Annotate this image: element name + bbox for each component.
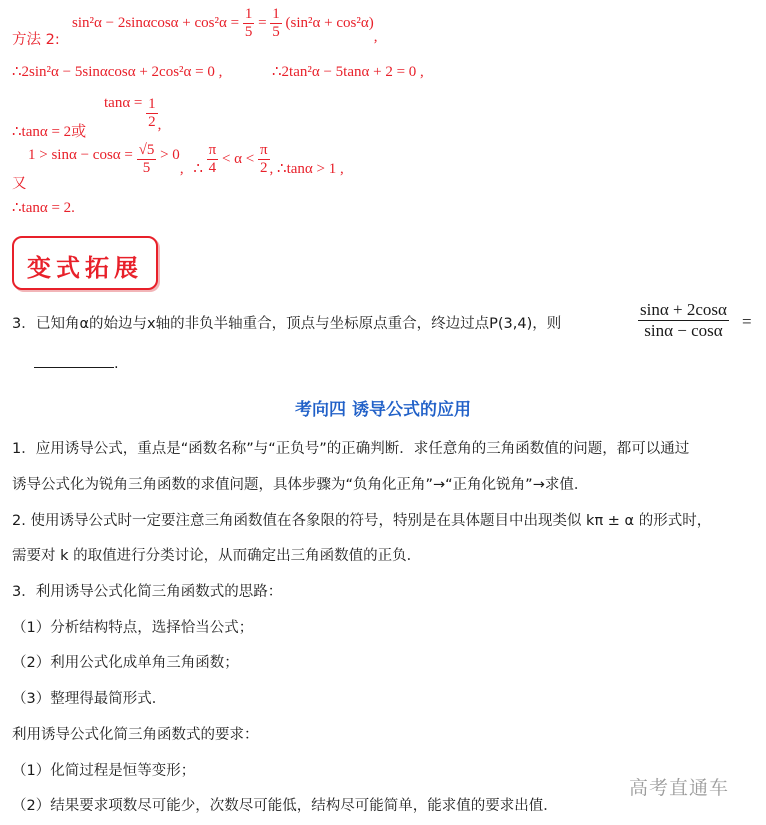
p3-heading: 3．利用诱导公式化简三角函数式的思路： <box>12 584 283 600</box>
p4-item-2: （2）结果要求项数尽可能少，次数尽可能低，结构尽可能简单，能求值的要求出值． <box>12 798 558 814</box>
eq1-end: , <box>373 28 378 45</box>
line4-mid: < α < <box>221 150 255 167</box>
fraction-denominator: sinα − cosα <box>638 320 729 341</box>
p4-item-1: （1）化简过程是恒等变形； <box>12 763 196 779</box>
line4-expr: 1 > sinα − cosα = <box>28 146 133 163</box>
watermark: 高考直通车 <box>629 777 730 799</box>
section-title: 考向四 诱导公式的应用 <box>295 400 471 420</box>
equation-line-4 <box>28 142 344 177</box>
eq1-equals: = <box>258 14 267 31</box>
line4-you: 又 <box>12 176 27 192</box>
answer-blank <box>34 353 119 372</box>
equation-line-5: ∴tanα = 2. <box>12 200 75 216</box>
line3-fraction: $\frac{1}{2}$ <box>148 96 156 130</box>
equation-line-2a: ∴2sin²α − 5sinαcosα + 2cos²α = 0 , <box>12 64 223 80</box>
badge-label: 变式拓展 <box>27 253 143 282</box>
blank-end: . <box>114 356 119 372</box>
line4-comma: , <box>179 160 184 177</box>
line4-tail: , ∴tanα > 1 , <box>269 160 344 177</box>
equation-line-2b: ∴2tan²α − 5tanα + 2 = 0 , <box>272 64 424 80</box>
p1-line2: 诱导公式化为锐角三角函数的求值问题，具体步骤为“负角化正角”→“正角化锐角”→求值． <box>12 477 589 493</box>
fraction-numerator: sinα + 2cosα <box>640 300 727 319</box>
eq1-lhs: sin²α − 2sinαcosα + cos²α = <box>72 14 240 31</box>
p1-line1: 1．应用诱导公式，重点是“函数名称”与“正负号”的正确判断．求任意角的三角函数值的问题，都可以通过 <box>12 441 690 457</box>
exercise-fraction <box>638 300 729 341</box>
eq1-fraction: $\frac{1}{5}$ <box>244 6 253 40</box>
blank-line <box>34 353 114 368</box>
line4-therefore: ∴ <box>193 160 203 177</box>
exercise-text: 已知角α的始边与x轴的非负半轴重合，顶点与坐标原点重合，终边过点P(3,4)，则 <box>36 316 562 332</box>
line4-pi-fraction-1: $\frac{\pi}{4}$ <box>208 142 217 176</box>
method-label: 方法 2: <box>12 32 60 48</box>
p3-item-3: （3）整理得最简形式． <box>12 691 167 707</box>
line4-fraction: $\frac{√5}{5}$ <box>138 142 155 176</box>
equation-line-3 <box>104 96 161 131</box>
line3-end: , <box>157 116 162 133</box>
equation-line-1 <box>72 6 378 45</box>
line4-pi-fraction-2: $\frac{\pi}{2}$ <box>259 142 268 176</box>
p4-heading: 利用诱导公式化简三角函数式的要求： <box>12 727 259 743</box>
exercise-number: 3． <box>12 316 36 332</box>
equation-line-3-prefix: ∴tanα = 2或 <box>12 124 87 140</box>
line3-tan: tanα = <box>104 94 143 111</box>
p2-line2: 需要对 k 的取值进行分类讨论，从而确定出三角函数值的正负． <box>12 548 422 564</box>
variant-extension-badge <box>12 236 158 290</box>
eq1-rhs: (sin²α + cos²α) <box>285 14 374 31</box>
p3-item-1: （1）分析结构特点，选择恰当公式； <box>12 620 254 636</box>
eq1-fraction-2: $\frac{1}{5}$ <box>272 6 280 40</box>
line4-gt: > 0 <box>160 146 180 163</box>
p3-item-2: （2）利用公式化成单角三角函数； <box>12 655 239 671</box>
exercise-equals: = <box>742 312 752 331</box>
p2-line1: 2. 使用诱导公式时一定要注意三角函数值在各象限的符号，特别是在具体题目中出现类似 kπ ± α 的形式时， <box>12 513 712 529</box>
